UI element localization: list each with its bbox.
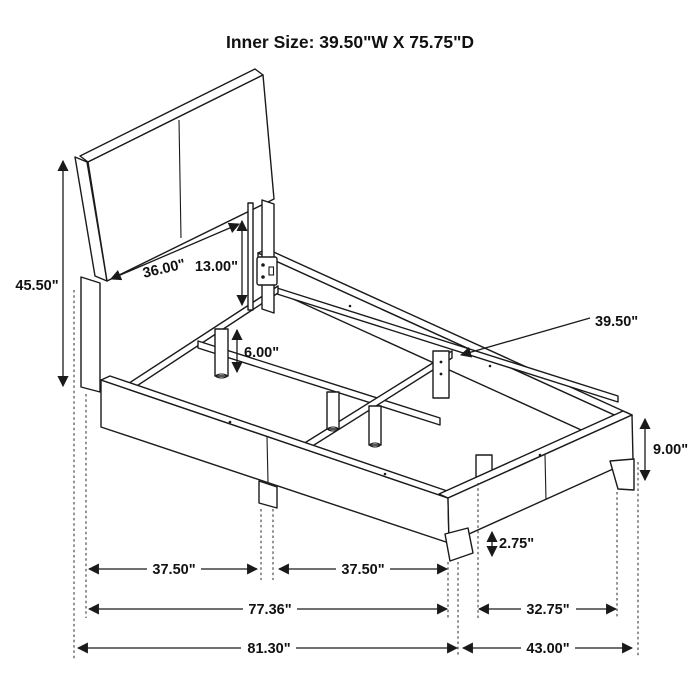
dim-head-section-length: [89, 562, 257, 578]
side-rail-front: [101, 376, 456, 543]
headboard-leg-right-back: [248, 203, 253, 310]
headboard: [75, 69, 280, 392]
headboard-panel-width-label: 36.00": [141, 256, 187, 282]
headboard-panel-drop-label: 13.00": [194, 259, 238, 275]
rail-mounting-bracket: [257, 257, 277, 285]
headboard-height-label: 45.50": [15, 278, 59, 294]
dim-frame-height: [645, 419, 688, 480]
frame-leg-foot-left: [445, 528, 473, 561]
side-rail-length-label: 77.36": [248, 602, 292, 618]
dim-foot-leg-height: [492, 532, 534, 556]
footboard-inner-span-label: 32.75": [526, 602, 570, 618]
frame-height-label: 9.00": [653, 442, 689, 458]
dim-headboard-height: [15, 161, 63, 386]
dim-overall-length: [78, 641, 457, 657]
support-leg: [369, 406, 381, 447]
headboard-leg-left: [81, 277, 100, 392]
frame-leg-foot-right: [610, 459, 634, 490]
support-leg: [215, 329, 228, 378]
footboard-rail: [439, 411, 633, 543]
support-bracket-plate: [433, 351, 449, 398]
footboard-width-label: 43.00": [526, 641, 570, 657]
inner-width-label: 39.50": [595, 314, 639, 330]
foot-leg-height-label: 2.75": [499, 536, 535, 552]
diagram-title: Inner Size: 39.50"W X 75.75"D: [225, 32, 475, 52]
dim-side-rail-length: [89, 602, 447, 618]
bed-frame-drawing: [101, 249, 634, 561]
overall-length-label: 81.30": [247, 641, 291, 657]
side-rail-back: [258, 249, 632, 449]
dim-footboard-inner-span: [479, 602, 616, 618]
center-leg-height-label: 6.00": [244, 345, 280, 361]
support-leg: [327, 392, 339, 431]
dim-foot-section-length: [279, 562, 447, 578]
foot-section-length-label: 37.50": [341, 562, 385, 578]
head-section-length-label: 37.50": [152, 562, 196, 578]
dim-footboard-width: [463, 641, 632, 657]
